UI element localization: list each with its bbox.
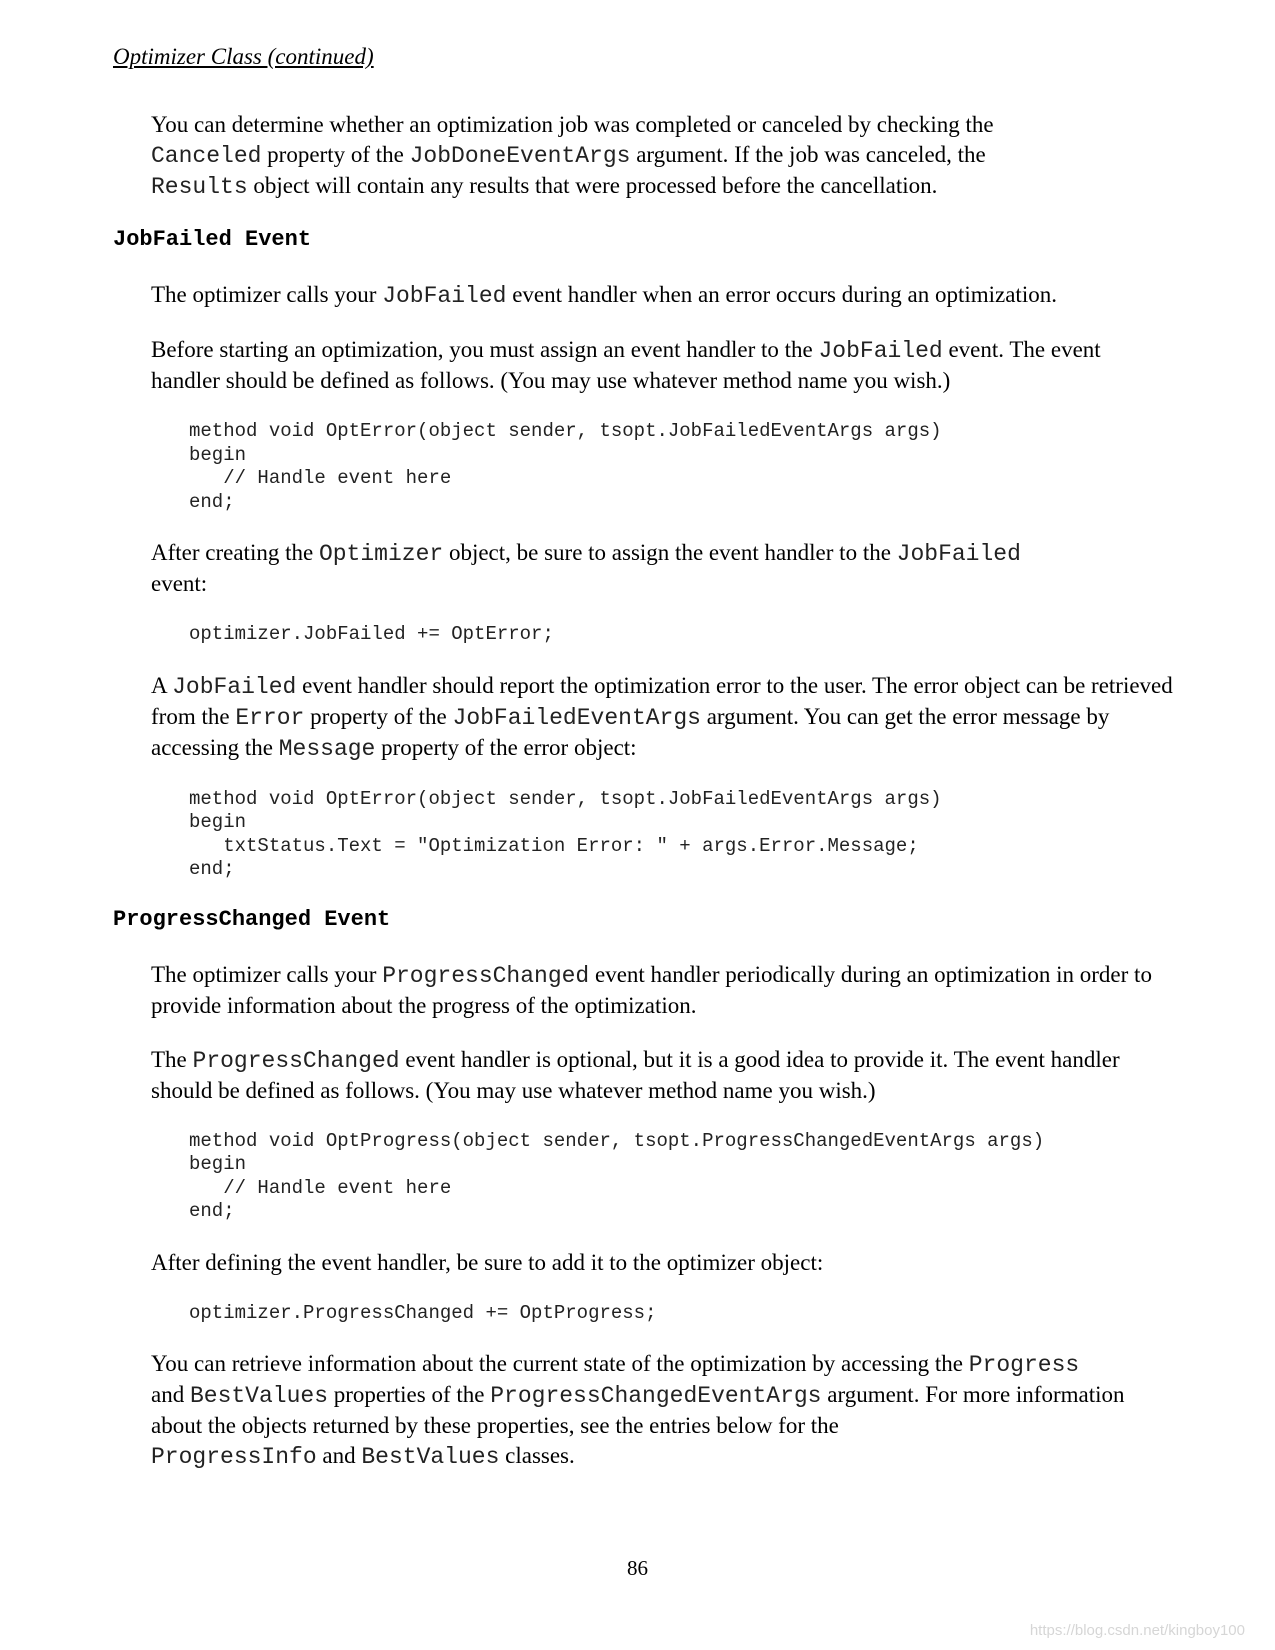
text: and: [316, 1443, 362, 1468]
inline-code: JobFailed: [382, 283, 507, 309]
inline-code: Canceled: [151, 143, 262, 169]
text: properties of the: [328, 1382, 491, 1407]
text: The optimizer calls your: [151, 961, 383, 987]
text: property of the error object:: [375, 734, 637, 760]
text: You can determine whether an optimization job was completed or canceled by checking the: [151, 112, 994, 137]
text: event handler should report the optimization error to the user. The error object can be retrieved from the: [151, 672, 1173, 729]
inline-code: JobFailed: [896, 541, 1021, 567]
inline-code: JobFailedEventArgs: [452, 704, 701, 731]
running-header: Optimizer Class (continued): [113, 44, 374, 69]
text: The: [151, 1046, 193, 1072]
text: classes.: [499, 1443, 575, 1468]
inline-code: ProgressInfo: [151, 1444, 317, 1470]
inline-code: ProgressChanged: [382, 962, 590, 989]
inline-code: JobFailed: [818, 338, 943, 364]
text: event handler periodically during an optimization in order to provide information about the progress of the optimization.: [151, 961, 1152, 1018]
paragraph-progress-attach: [151, 1248, 1173, 1278]
inline-code: BestValues: [189, 1383, 328, 1409]
code-block-opterror-message: method void OptError(object sender, tsopt.JobFailedEventArgs args) begin txtStatus.Text = "Optimization Error: " + args.Error.Message; end;: [189, 787, 942, 880]
watermark: https://blog.csdn.net/kingboy100: [1029, 1622, 1245, 1639]
section-heading-progresschanged: ProgressChanged Event: [113, 906, 391, 932]
paragraph-jobfailed-assign: [151, 335, 1173, 396]
text: Before starting an optimization, you must assign an event handler to the: [151, 337, 819, 362]
text: argument. You can get the error message by accessing the: [151, 703, 1110, 760]
paragraph-jobfailed-report: [151, 671, 1173, 764]
inline-code: JobDoneEventArgs: [409, 143, 631, 169]
paragraph-progress-retrieve: [151, 1349, 1173, 1472]
paragraph-progress-optional: [151, 1045, 1173, 1106]
paragraph-progress-intro: [151, 960, 1173, 1021]
page-number: 86: [627, 1556, 648, 1580]
inline-code: JobFailed: [172, 673, 297, 700]
text: property of the: [304, 703, 453, 729]
inline-code: Error: [235, 704, 305, 731]
inline-code: ProgressChanged: [192, 1047, 400, 1074]
code-block-jobfailed-attach: optimizer.JobFailed += OptError;: [189, 623, 554, 645]
code-block-progress-attach: optimizer.ProgressChanged += OptProgress;: [189, 1301, 657, 1324]
text: event handler when an error occurs during an optimization.: [506, 282, 1057, 307]
text: object will contain any results that were processed before the cancellation.: [247, 173, 938, 198]
text: event handler is optional, but it is a good idea to provide it. The event handler should be defined as follows. (You may use whatever method name you wish.): [151, 1046, 1120, 1103]
inline-code: BestValues: [361, 1444, 500, 1470]
text: The optimizer calls your: [151, 282, 383, 307]
text: A: [151, 672, 173, 698]
text: After defining the event handler, be sure to add it to the optimizer object:: [151, 1249, 824, 1275]
inline-code: ProgressChangedEventArgs: [490, 1383, 822, 1409]
code-block-optprogress-definition: method void OptProgress(object sender, tsopt.ProgressChangedEventArgs args) begin // Handle event here end;: [189, 1129, 1045, 1222]
inline-code: Message: [278, 735, 376, 762]
inline-code: Results: [151, 174, 248, 200]
text: property of the: [261, 142, 410, 167]
text: You can retrieve information about the current state of the optimization by accessing the: [151, 1351, 969, 1376]
paragraph-jobfailed-intro: [151, 280, 1173, 311]
text: argument. For more information about the objects returned by these properties, see the entries below for the: [151, 1382, 1125, 1438]
text: and: [151, 1382, 190, 1407]
paragraph-canceled-check: [151, 110, 1173, 202]
text: event:: [151, 571, 208, 596]
page-content: [113, 110, 1173, 1496]
text: event. The event handler should be defined as follows. (You may use whatever method name you wish.): [151, 337, 1101, 393]
text: object, be sure to assign the event handler to the: [443, 540, 897, 565]
inline-code: Progress: [968, 1352, 1080, 1378]
text: argument. If the job was canceled, the: [630, 142, 986, 167]
inline-code: Optimizer: [318, 541, 444, 567]
paragraph-jobfailed-attach: [151, 538, 1173, 599]
code-block-opterror-definition: method void OptError(object sender, tsopt.JobFailedEventArgs args) begin // Handle event here end;: [189, 420, 942, 513]
section-heading-jobfailed: JobFailed Event: [113, 227, 312, 252]
text: After creating the: [151, 540, 319, 565]
